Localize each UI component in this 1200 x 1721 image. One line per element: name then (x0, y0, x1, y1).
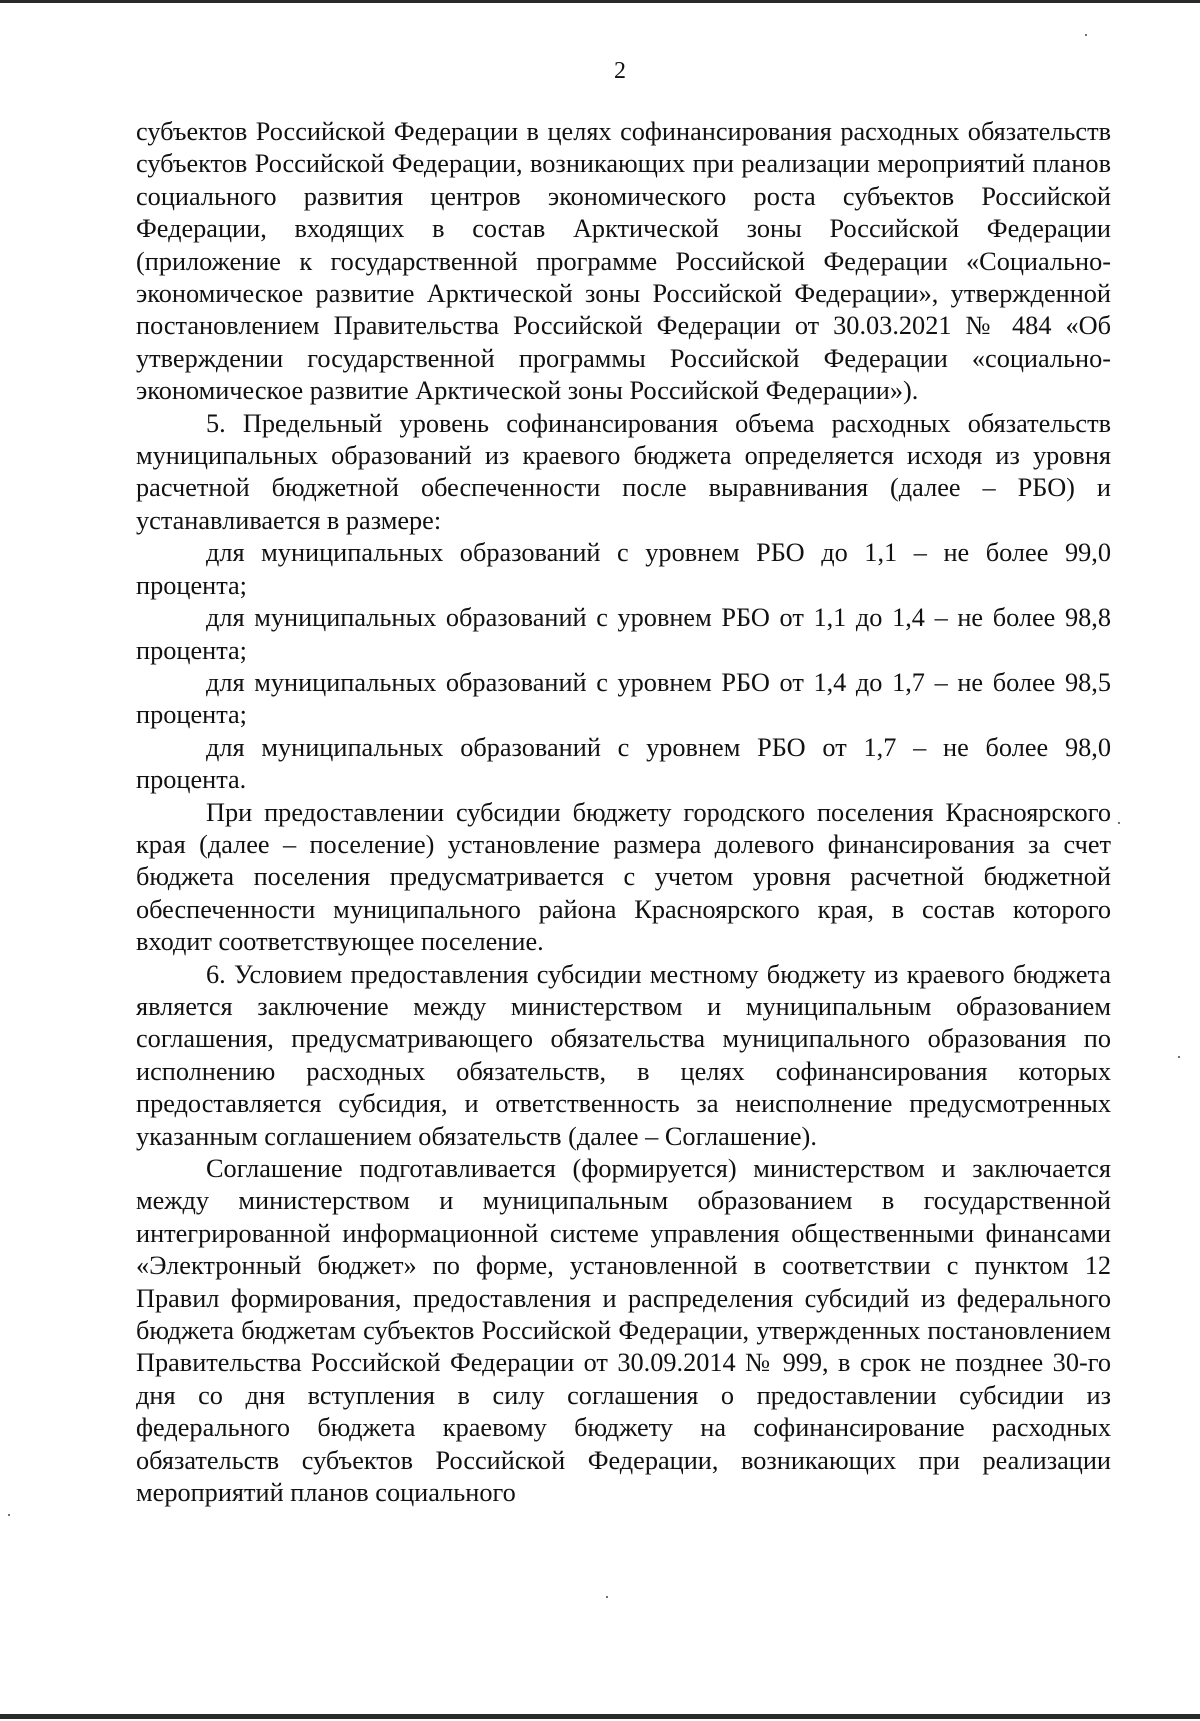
paragraph-rbo-level-3: для муниципальных образований с уровнем РБО от 1,4 до 1,7 – не более 98,5 процента; (136, 667, 1111, 730)
document-body (136, 116, 1111, 1509)
scan-edge-top (0, 0, 1200, 3)
paragraph-rbo-level-2: для муниципальных образований с уровнем РБО от 1,1 до 1,4 – не более 98,8 процента; (136, 603, 1111, 665)
scan-speck (8, 1514, 10, 1516)
scan-speck (1178, 1056, 1180, 1058)
scan-speck (1085, 34, 1087, 36)
paragraph-agreement: Соглашение подготавливается (формируется) министерством и заключается между министерством и муниципальным образованием в государственной интегрированной информационной системе управления общественными финансами «Электронный бюджет» по форме, установленной в соответствии с пунктом 12 Правил формирования, предоставления и распределения субсидий из федерального бюджета бюджетам субъектов Российской Федерации, утвержденных постановлением Правительства Российской Федерации от 30.09.2014 № 999, в срок не позднее 30-го дня со дня вступления в силу соглашения о предоставлении субсидии из федерального бюджета краевому бюджету на софинансирование расходных обязательств субъектов Российской Федерации, возникающих при реализации мероприятий планов социального (136, 1154, 1111, 1508)
paragraph-item-6: 6. Условием предоставления субсидии местному бюджету из краевого бюджета является заключение между министерством и муниципальным образованием соглашения, предусматривающего обязательства муниципального образования по исполнению расходных обязательств, в целях софинансирования которых предоставляется субсидия, и ответственность за неисполнение предусмотренных указанным соглашением обязательств (далее – Соглашение). (136, 959, 1111, 1151)
paragraph-item-5: 5. Предельный уровень софинансирования объема расходных обязательств муниципальных образований из краевого бюджета определяется исходя из уровня расчетной бюджетной обеспеченности после выравнивания (далее – РБО) и устанавливается в размере: (136, 408, 1111, 535)
scan-speck (1118, 822, 1120, 824)
page-number: 2 (614, 58, 626, 84)
paragraph-rbo-level-1: для муниципальных образований с уровнем РБО до 1,1 – не более 99,0 процента; (136, 538, 1111, 600)
paragraph-continued-text: субъектов Российской Федерации в целях софинансирования расходных обязательств субъектов Российской Федерации, возникающих при реализации мероприятий планов социального развития центров экономического роста субъектов Российской Федерации, входящих в состав Арктической зоны Российской Федерации (приложение к государственной программе Российской Федерации «Социально-экономическое развитие Арктической зоны Российской Федерации», утвержденной постановлением Правительства Российской Федерации от 30.03.2021 № 484 «Об утверждении государственной программы Российской Федерации «социально-экономическое развитие Арктической зоны Российской Федерации»). (136, 117, 1111, 406)
paragraph-settlement-subsidy: При предоставлении субсидии бюджету городского поселения Красноярского края (далее – поселение) установление размера долевого финансирования за счет бюджета поселения предусматривается с учетом уровня расчетной бюджетной обеспеченности муниципального района Красноярского края, в состав которого входит соответствующее поселение. (136, 797, 1111, 957)
paragraph-rbo-level-4: для муниципальных образований с уровнем РБО от 1,7 – не более 98,0 процента. (136, 732, 1111, 795)
scan-speck (606, 1596, 608, 1598)
scan-edge-bottom (0, 1714, 1200, 1719)
